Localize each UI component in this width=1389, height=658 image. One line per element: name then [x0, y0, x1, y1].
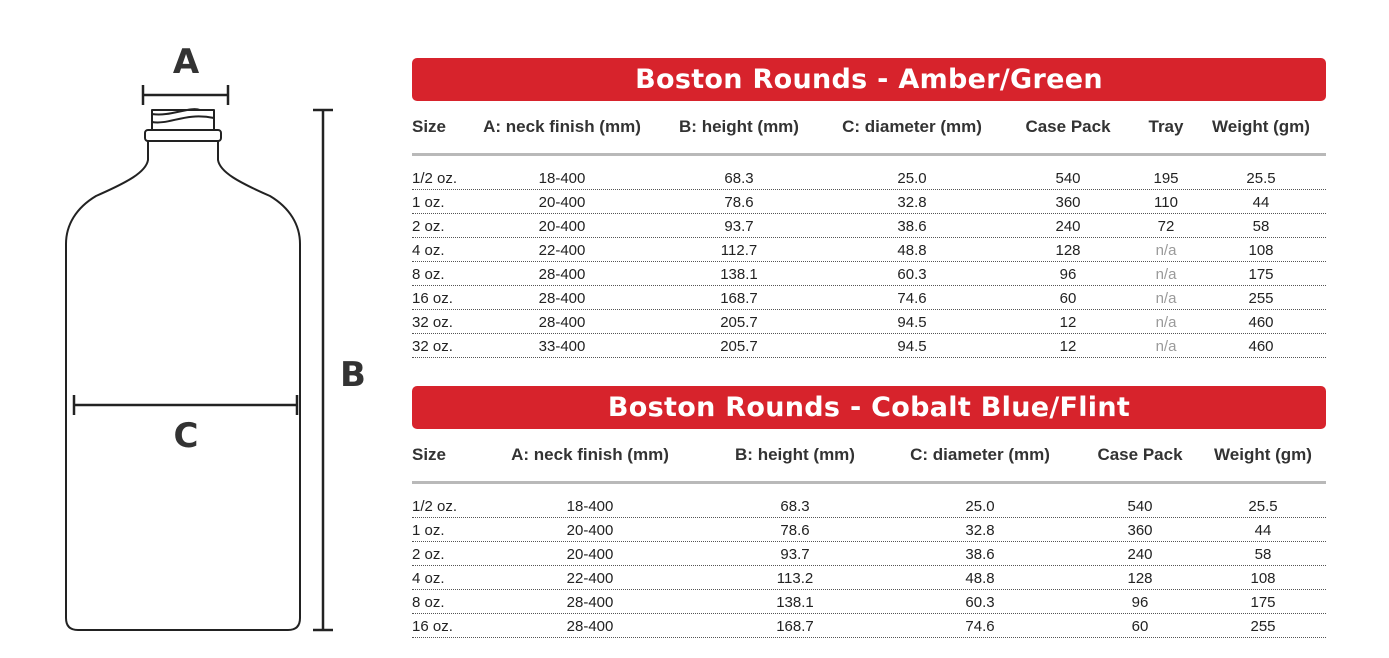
column-header: A: neck finish (mm) — [511, 445, 669, 464]
column-header: C: diameter (mm) — [910, 445, 1050, 464]
table-row — [412, 614, 1326, 638]
table-cell: 16 oz. — [412, 290, 453, 307]
column-header: B: height (mm) — [679, 117, 799, 136]
table-cell: 12 — [1059, 338, 1077, 355]
table-row — [412, 494, 1326, 518]
table-cell: 20-400 — [566, 546, 614, 563]
amber-green-table — [412, 58, 1326, 358]
table-cell: 96 — [1131, 594, 1149, 611]
table-cell: 93.7 — [780, 546, 810, 563]
dimension-a — [143, 85, 228, 105]
table-cell: 25.5 — [1246, 170, 1276, 187]
table-cell: 175 — [1248, 266, 1274, 283]
table-row — [412, 166, 1326, 190]
table-cell: 28-400 — [538, 266, 586, 283]
column-header: Size — [412, 117, 447, 136]
table-cell: 25.0 — [897, 170, 927, 187]
table-cell: 195 — [1153, 170, 1179, 187]
table-cell: 110 — [1154, 194, 1178, 211]
table-row — [412, 518, 1326, 542]
table-cell: 168.7 — [720, 290, 758, 307]
table-cell: 108 — [1250, 570, 1276, 587]
table-cell: 2 oz. — [412, 218, 445, 235]
table-cell: 33-400 — [538, 338, 586, 355]
dimension-c — [74, 395, 297, 415]
table-cell: 2 oz. — [412, 546, 445, 563]
table-cell: 94.5 — [897, 314, 927, 331]
table-cell: 74.6 — [897, 290, 927, 307]
table-cell: 1 oz. — [412, 194, 445, 211]
table-cell: 20-400 — [538, 194, 586, 211]
table-cell: 60.3 — [897, 266, 927, 283]
column-header: Size — [412, 445, 447, 464]
table-cell: 32.8 — [897, 194, 927, 211]
table-cell: n/a — [1155, 242, 1177, 259]
table-cell: n/a — [1155, 266, 1177, 283]
table-cell: 16 oz. — [412, 618, 453, 635]
table-cell: 74.6 — [965, 618, 995, 635]
table-cell: 1/2 oz. — [412, 170, 458, 187]
table-body — [412, 166, 1326, 358]
table-cell: 138.1 — [720, 266, 758, 283]
table-cell: 20-400 — [566, 522, 614, 539]
table-cell: 460 — [1248, 338, 1274, 355]
table-cell: 60 — [1059, 290, 1077, 307]
column-header: Case Pack — [1025, 117, 1111, 136]
table-cell: 44 — [1254, 522, 1272, 539]
table-cell: 28-400 — [538, 314, 586, 331]
table-cell: 60 — [1131, 618, 1149, 635]
table-cell: 113.2 — [776, 570, 814, 587]
table-cell: 18-400 — [538, 170, 586, 187]
table-cell: 60.3 — [965, 594, 995, 611]
table-cell: 1 oz. — [412, 522, 445, 539]
table-cell: 168.7 — [776, 618, 814, 635]
column-header: Weight (gm) — [1214, 445, 1312, 464]
table-cell: 28-400 — [538, 290, 586, 307]
table-cell: 48.8 — [897, 242, 927, 259]
table-cell: 94.5 — [897, 338, 927, 355]
table-cell: 255 — [1248, 290, 1274, 307]
table-cell: 8 oz. — [412, 594, 445, 611]
table-cell: 128 — [1127, 570, 1153, 587]
table-cell: 68.3 — [724, 170, 754, 187]
table-cell: 255 — [1250, 618, 1276, 635]
table-row — [412, 590, 1326, 614]
table-cell: 205.7 — [720, 314, 758, 331]
table-row — [412, 566, 1326, 590]
table-row — [412, 334, 1326, 358]
header-row — [412, 101, 1326, 156]
bottle-outline — [66, 141, 300, 630]
table-cell: 540 — [1055, 170, 1081, 187]
table-cell: 4 oz. — [412, 570, 445, 587]
table-cell: 240 — [1127, 546, 1153, 563]
label-a: A — [172, 42, 200, 82]
table-cell: 28-400 — [566, 618, 614, 635]
table-cell: 25.5 — [1248, 498, 1278, 515]
table-cell: 48.8 — [965, 570, 995, 587]
label-b: B — [340, 355, 366, 395]
cobalt-flint-table — [412, 386, 1326, 638]
table-row — [412, 214, 1326, 238]
table-cell: 240 — [1055, 218, 1081, 235]
table-cell: 44 — [1252, 194, 1270, 211]
table-cell: 20-400 — [538, 218, 586, 235]
column-header: A: neck finish (mm) — [483, 117, 641, 136]
table-cell: 540 — [1127, 498, 1153, 515]
table-cell: 78.6 — [780, 522, 810, 539]
table-cell: 78.6 — [724, 194, 754, 211]
table-cell: 360 — [1127, 522, 1153, 539]
bottle-neck-threads — [152, 109, 214, 130]
table-cell: 1/2 oz. — [412, 498, 458, 515]
table-cell: 360 — [1055, 194, 1081, 211]
table-cell: 8 oz. — [412, 266, 445, 283]
table-cell: 58 — [1254, 546, 1272, 563]
table-cell: 18-400 — [566, 498, 614, 515]
table-cell: 25.0 — [965, 498, 995, 515]
table-cell: 68.3 — [780, 498, 810, 515]
header-row — [412, 429, 1326, 484]
table-row — [412, 310, 1326, 334]
dimension-b — [313, 110, 333, 630]
table-cell: 175 — [1250, 594, 1276, 611]
table-cell: 32 oz. — [412, 338, 453, 355]
table-cell: 460 — [1248, 314, 1274, 331]
column-header: Tray — [1148, 117, 1184, 136]
table-row — [412, 262, 1326, 286]
table-cell: 205.7 — [720, 338, 758, 355]
column-header: Weight (gm) — [1212, 117, 1310, 136]
bottle-collar — [145, 130, 221, 141]
table-cell: 32.8 — [965, 522, 995, 539]
table-cell: 72 — [1157, 218, 1175, 235]
table-cell: n/a — [1155, 290, 1177, 307]
table-cell: 28-400 — [566, 594, 614, 611]
table-cell: 128 — [1055, 242, 1081, 259]
label-c: C — [173, 416, 199, 456]
table-cell: 96 — [1059, 266, 1077, 283]
table-cell: n/a — [1155, 338, 1177, 355]
table-cell: 22-400 — [538, 242, 586, 259]
table-cell: 32 oz. — [412, 314, 453, 331]
column-header: C: diameter (mm) — [842, 117, 982, 136]
table-cell: 112.7 — [720, 242, 758, 259]
table-row — [412, 190, 1326, 214]
bottle-diagram — [0, 0, 400, 658]
column-header: Case Pack — [1097, 445, 1183, 464]
table-cell: n/a — [1155, 314, 1177, 331]
table-row — [412, 286, 1326, 310]
table-cell: 4 oz. — [412, 242, 445, 259]
table-row — [412, 542, 1326, 566]
table-cell: 93.7 — [724, 218, 754, 235]
table-cell: 12 — [1059, 314, 1077, 331]
table-cell: 38.6 — [965, 546, 995, 563]
table-cell: 38.6 — [897, 218, 927, 235]
table-cell: 22-400 — [566, 570, 614, 587]
table-body — [412, 494, 1326, 638]
table-row — [412, 238, 1326, 262]
table-title: Boston Rounds - Cobalt Blue/Flint — [412, 386, 1326, 429]
table-cell: 108 — [1248, 242, 1274, 259]
table-title: Boston Rounds - Amber/Green — [412, 58, 1326, 101]
table-cell: 58 — [1252, 218, 1270, 235]
column-header: B: height (mm) — [735, 445, 855, 464]
table-cell: 138.1 — [776, 594, 814, 611]
